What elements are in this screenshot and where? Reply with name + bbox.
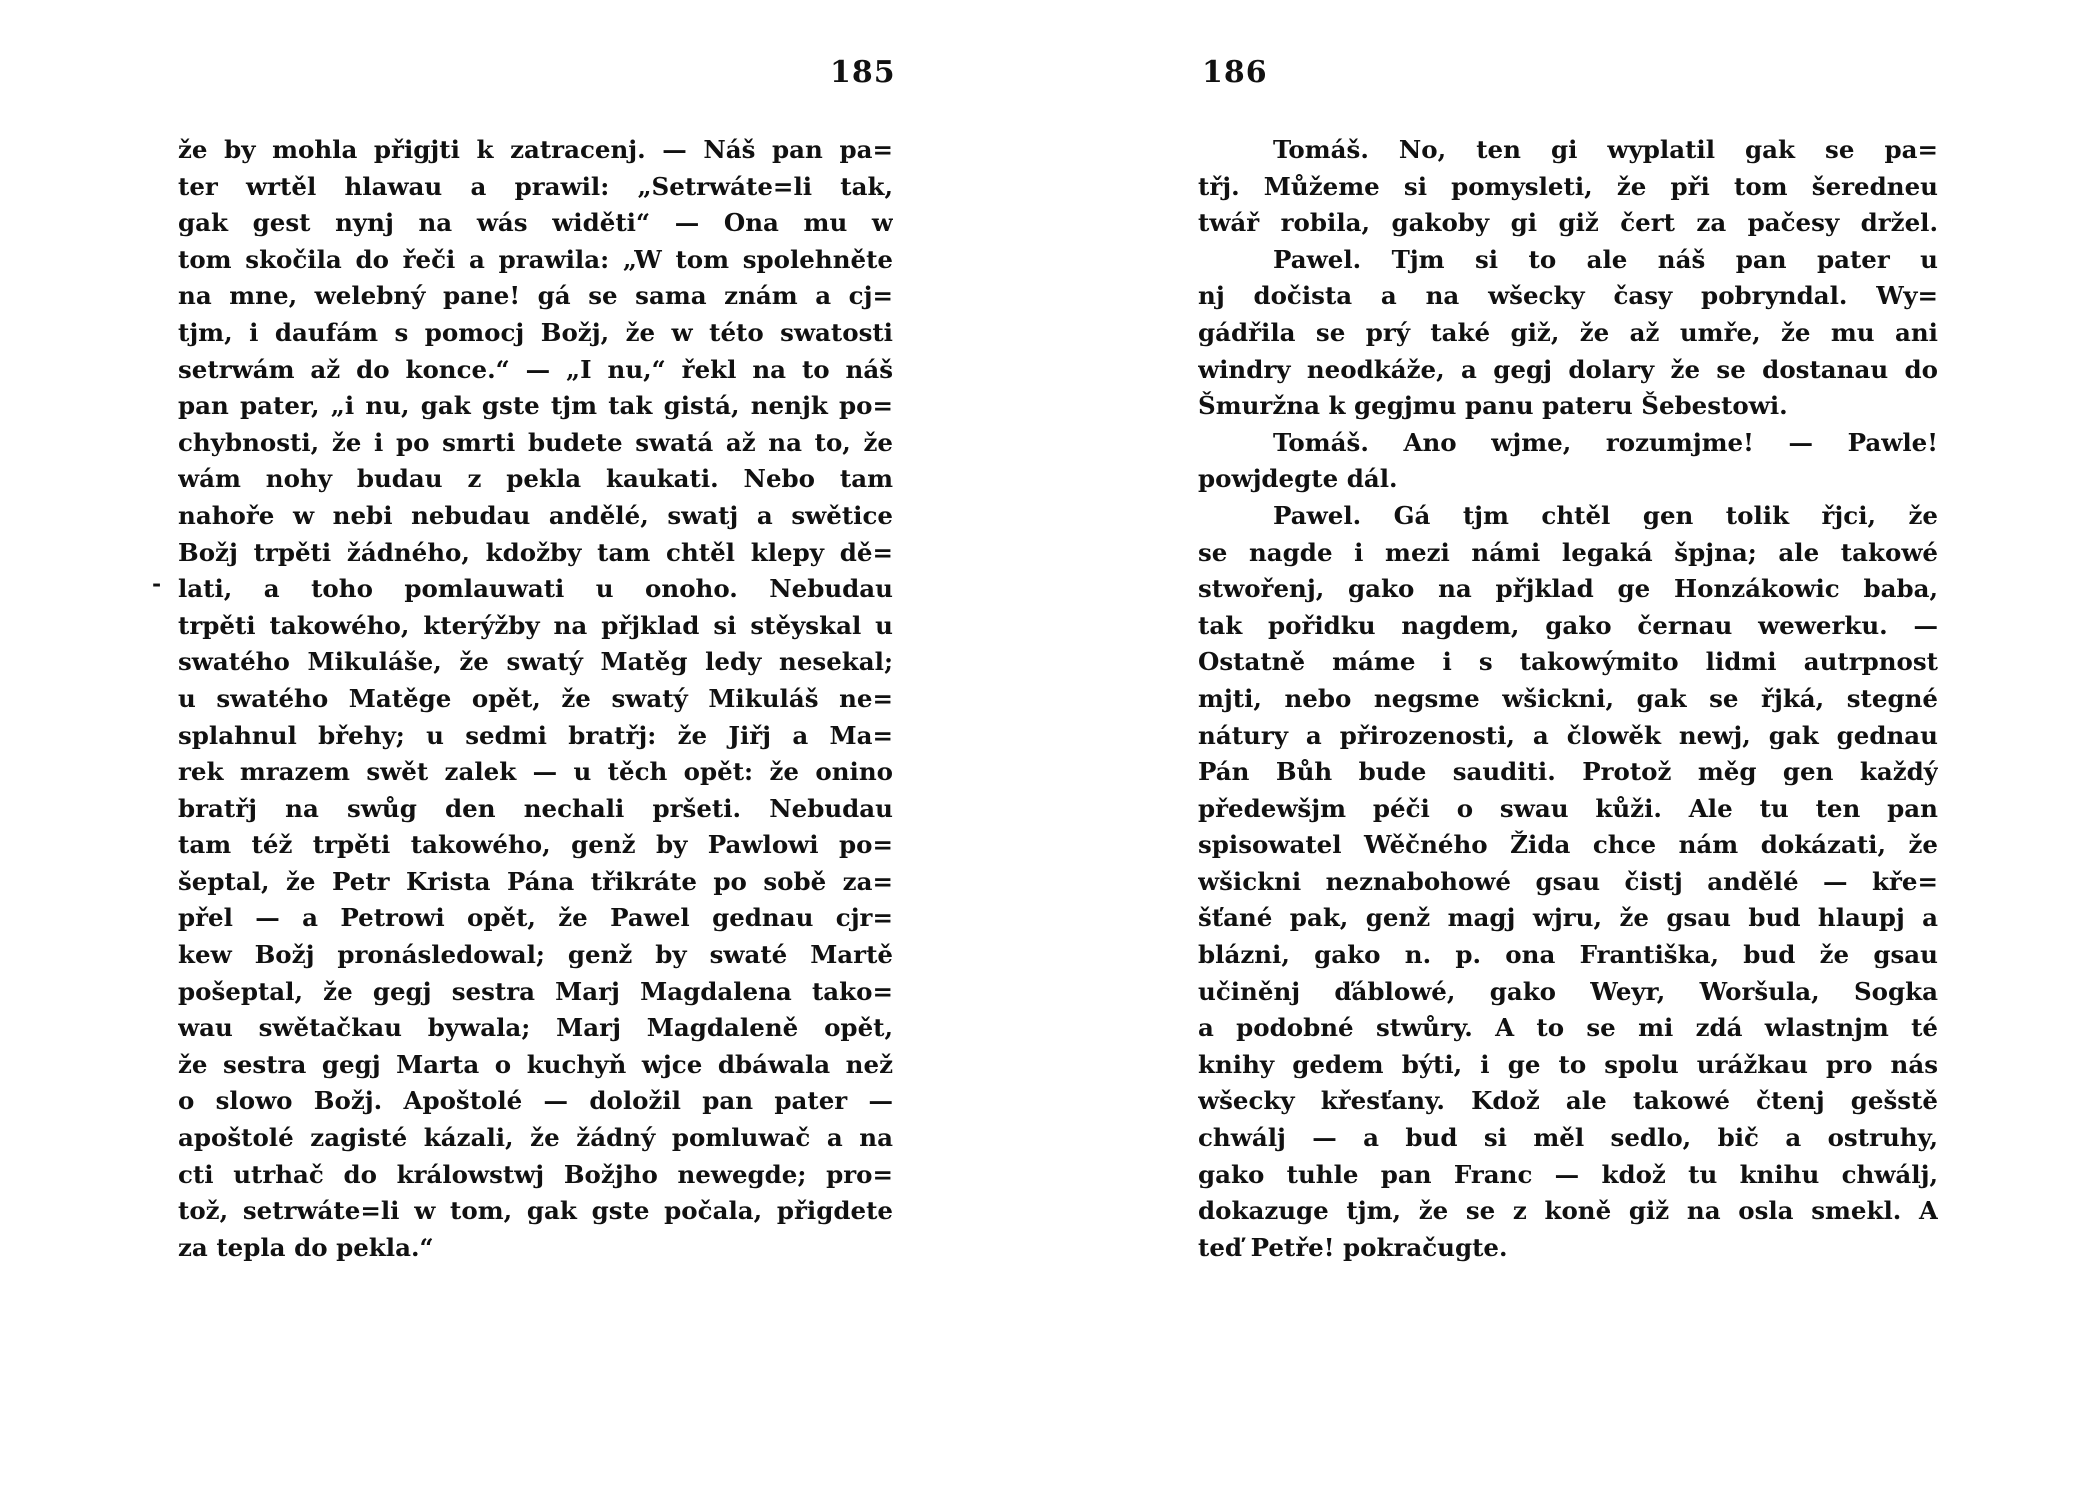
- text-line: gak gest nynj na wás widěti“ — Ona mu w: [178, 208, 893, 238]
- text-line: o slowo Božj. Apoštolé — doložil pan pater —: [178, 1086, 893, 1116]
- text-line: šeptal, že Petr Krista Pána třikráte po sobě za=: [178, 866, 893, 896]
- text-line: a podobné stwůry. A to se mi zdá wlastnjm té: [1198, 1013, 1938, 1043]
- text-line: powjdegte dál.: [1198, 464, 1398, 494]
- text-line: swatého Mikuláše, že swatý Matěg ledy nesekal;: [178, 647, 893, 677]
- text-line: gako tuhle pan Franc — kdož tu knihu chwálj,: [1198, 1159, 1938, 1189]
- text-line: na mne, welebný pane! gá se sama znám a cj=: [178, 281, 893, 311]
- text-line: mjti, nebo negsme wšickni, gak se řjká, stegné: [1198, 683, 1938, 713]
- text-line: šťané pak, genž magj wjru, že gsau bud hlaupj a: [1198, 903, 1938, 933]
- speaker-line: Pawel. Gá tjm chtěl gen tolik řjci, že: [1273, 500, 1938, 530]
- text-line: pošeptal, že gegj sestra Marj Magdalena tako=: [178, 976, 893, 1006]
- text-line: dokazuge tjm, že se z koně giž na osla smekl. A: [1198, 1196, 1938, 1226]
- speaker-line: Tomáš. No, ten gi wyplatil gak se pa=: [1273, 135, 1938, 164]
- text-line: windry neodkáže, a gegj dolary že se dostanau do: [1198, 354, 1938, 384]
- text-line: třj. Můžeme si pomysleti, že při tom šeredneu: [1198, 171, 1938, 201]
- text-line: tom skočila do řeči a prawila: „W tom spolehněte: [178, 244, 893, 274]
- text-line: blázni, gako n. p. ona Františka, bud že gsau: [1198, 940, 1938, 970]
- margin-mark: -: [152, 571, 162, 597]
- text-line: se nagde i mezi námi legaká špjna; ale takowé: [1198, 537, 1938, 567]
- text-line: za tepla do pekla.“: [178, 1232, 434, 1262]
- speaker-line: Tomáš. Ano wjme, rozumjme! — Pawle!: [1273, 427, 1938, 457]
- text-line: trpěti takowého, kterýžby na přjklad si stěyskal u: [178, 610, 893, 640]
- text-line: předewšjm péči o swau kůži. Ale tu ten pan: [1198, 793, 1938, 823]
- text-line: wau swětačkau bywala; Marj Magdaleně opět,: [178, 1013, 893, 1043]
- text-line: pan pater, „i nu, gak gste tjm tak gistá, nenjk po=: [178, 391, 893, 421]
- text-line: u swatého Matěge opět, že swatý Mikuláš ne=: [178, 683, 893, 713]
- text-line: Šmuržna k gegjmu panu pateru Šebestowi.: [1198, 391, 1788, 421]
- text-line: tak pořidku nagdem, gako černau wewerku. —: [1198, 610, 1938, 640]
- left-page-text: [178, 132, 893, 1266]
- text-line: že sestra gegj Marta o kuchyň wjce dbáwala než: [178, 1049, 893, 1079]
- text-line: spisowatel Wěčného Žida chce nám dokázati, že: [1198, 830, 1938, 860]
- text-line: tjm, i daufám s pomocj Božj, že w této swatosti: [178, 317, 893, 347]
- text-line: chwálj — a bud si měl sedlo, bič a ostruhy,: [1198, 1123, 1938, 1153]
- right-page: [1198, 0, 1938, 1500]
- text-line: twář robila, gakoby gi giž čert za pačesy držel.: [1198, 208, 1938, 238]
- text-line: tož, setrwáte=li w tom, gak gste počala, přigdete: [178, 1196, 893, 1226]
- text-line: teď Petře! pokračugte.: [1198, 1232, 1508, 1262]
- text-line: chybnosti, že i po smrti budete swatá až na to, že: [178, 427, 893, 457]
- text-line: tam též trpěti takowého, genž by Pawlowi po=: [178, 830, 893, 860]
- text-line: apoštolé zagisté kázali, že žádný pomluwač a na: [178, 1123, 893, 1153]
- text-line: wšecky křesťany. Kdož ale takowé čtenj gešstě: [1198, 1086, 1938, 1116]
- page-number-right: 186: [1202, 55, 1268, 90]
- page-number-left: 185: [830, 55, 896, 90]
- text-line: splahnul břehy; u sedmi bratřj: že Jiřj a Ma=: [178, 720, 893, 750]
- text-line: knihy gedem býti, i ge to spolu urážkau pro nás: [1198, 1049, 1938, 1079]
- text-line: učiněnj ďáblowé, gako Weyr, Woršula, Sogka: [1198, 976, 1938, 1006]
- text-line: Pán Bůh bude sauditi. Protož měg gen každý: [1198, 757, 1938, 787]
- text-line: nátury a přirozenosti, a člowěk newj, gak gednau: [1198, 720, 1938, 750]
- text-line: nahoře w nebi nebudau andělé, swatj a swětice: [178, 500, 893, 530]
- text-line: nj dočista a na wšecky časy pobryndal. Wy=: [1198, 281, 1938, 311]
- speaker-line: Pawel. Tjm si to ale náš pan pater u: [1273, 244, 1938, 274]
- text-line: Božj trpěti žádného, kdožby tam chtěl klepy dě=: [178, 537, 893, 567]
- text-line: setrwám až do konce.“ — „I nu,“ řekl na to náš: [178, 354, 893, 384]
- left-page: [178, 0, 896, 1500]
- text-line: kew Božj pronásledowal; genž by swaté Martě: [178, 940, 893, 970]
- right-page-text: [1198, 132, 1938, 1266]
- text-line: stwořenj, gako na přjklad ge Honzákowic baba,: [1198, 574, 1938, 604]
- text-line: přel — a Petrowi opět, že Pawel gednau cjr=: [178, 903, 893, 933]
- text-line: rek mrazem swět zalek — u těch opět: že onino: [178, 757, 893, 787]
- text-line: bratřj na swůg den nechali pršeti. Nebudau: [178, 793, 893, 823]
- text-line: cti utrhač do králowstwj Božjho newegde; pro=: [178, 1159, 893, 1189]
- text-line: Ostatně máme i s takowýmito lidmi autrpnost: [1198, 647, 1938, 677]
- text-line: wám nohy budau z pekla kaukati. Nebo tam: [178, 464, 893, 494]
- text-line: ter wrtěl hlawau a prawil: „Setrwáte=li tak,: [178, 171, 893, 201]
- text-line: wšickni neznabohowé gsau čistj andělé — kře=: [1198, 866, 1938, 896]
- text-line: že by mohla přigjti k zatracenj. — Náš pan pa=: [178, 135, 893, 164]
- text-line: gádřila se prý také giž, že až umře, že mu ani: [1198, 317, 1938, 347]
- text-line: lati, a toho pomlauwati u onoho. Nebudau: [178, 574, 893, 604]
